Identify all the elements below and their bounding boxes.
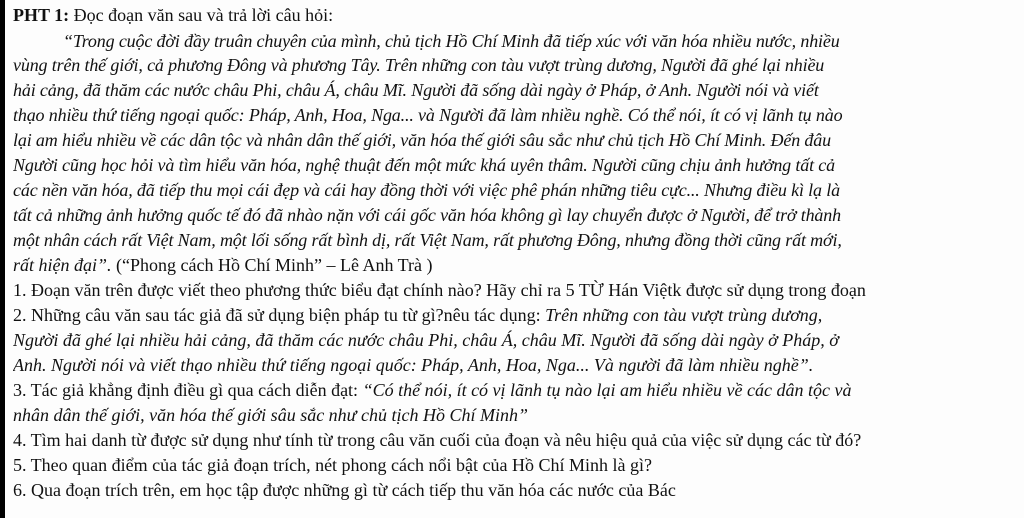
passage-line-9: một nhân cách rất Việt Nam, một lối sống rất bình dị, rất Việt Nam, rất phương Đông, nhưng đồng thời cũng rất mới, — [13, 230, 842, 250]
question-2-quote-line-2: Người đã ghé lại nhiều hải cảng, đã thăm các nước châu Phi, châu Á, châu Mĩ. Người đã sống dài ngày ở Pháp, ở — [13, 330, 839, 350]
passage-last-line — [13, 254, 1020, 276]
passage-ending: rất hiện đại”. — [13, 255, 112, 275]
question-2-prompt: 2. Những câu văn sau tác giả đã sử dụng biện pháp tu từ gì?nêu tác dụng: — [13, 305, 541, 325]
question-3-prompt: 3. Tác giả khẳng định điều gì qua cách diễn đạt: — [13, 380, 359, 400]
passage-line-7: các nền văn hóa, đã tiếp thu mọi cái đẹp và cái hay đồng thời với việc phê phán những tiêu cực... Nhưng điều kì lạ là — [13, 180, 840, 200]
passage-line-6: Người cũng học hỏi và tìm hiểu văn hóa, nghệ thuật đến một mức khá uyên thâm. Người cũng chịu ảnh hưởng tất cả — [13, 155, 835, 175]
question-1: 1. Đoạn văn trên được viết theo phương thức biểu đạt chính nào? Hãy chỉ ra 5 TỪ Hán Việtk được sử dụng trong đoạn — [13, 280, 866, 300]
heading-label: PHT 1: — [13, 5, 70, 25]
passage-line-8: tất cả những ảnh hưởng quốc tế đó đã nhào nặn với cái gốc văn hóa không gì lay chuyển được ở Người, để trở thành — [13, 205, 841, 225]
question-5: 5. Theo quan điểm của tác giả đoạn trích, nét phong cách nổi bật của Hồ Chí Minh là gì? — [13, 455, 652, 475]
passage-source: (“Phong cách Hồ Chí Minh” – Lê Anh Trà ) — [116, 255, 433, 275]
question-6: 6. Qua đoạn trích trên, em học tập được những gì từ cách tiếp thu văn hóa các nước của Bác — [13, 480, 676, 500]
question-3-quote-line-2: nhân dân thế giới, văn hóa thế giới sâu sắc như chủ tịch Hồ Chí Minh” — [13, 405, 528, 425]
question-3-quote-start: “Có thể nói, ít có vị lãnh tụ nào lại am hiểu nhiều về các dân tộc và — [362, 380, 852, 400]
heading-instruction: Đọc đoạn văn sau và trả lời câu hỏi: — [73, 5, 334, 25]
question-2-quote-line-3: Anh. Người nói và viết thạo nhiều thứ tiếng ngoại quốc: Pháp, Anh, Hoa, Nga... Và người đã làm nhiều nghề”. — [13, 355, 814, 375]
question-4: 4. Tìm hai danh từ được sử dụng như tính từ trong câu văn cuối của đoạn và nêu hiệu quả của việc sử dụng các từ đó? — [13, 430, 862, 450]
question-3 — [13, 379, 1020, 401]
passage-line-3: hải cảng, đã thăm các nước châu Phi, châu Á, châu Mĩ. Người đã sống dài ngày ở Pháp, ở Anh. Người nói và viết — [13, 80, 819, 100]
question-2 — [13, 304, 1020, 326]
passage-line-5: lại am hiểu nhiều về các dân tộc và nhân dân thế giới, văn hóa thế giới sâu sắc như chủ tịch Hồ Chí Minh. Đến đâu — [13, 130, 831, 150]
passage-line-1: “Trong cuộc đời đầy truân chuyên của mình, chủ tịch Hồ Chí Minh đã tiếp xúc với văn hóa nhiều nước, nhiều — [63, 31, 840, 51]
passage-line-2: vùng trên thế giới, cả phương Đông và phương Tây. Trên những con tàu vượt trùng dương, Người đã ghé lại nhiều — [13, 55, 825, 75]
question-2-quote-start: Trên những con tàu vượt trùng dương, — [545, 305, 823, 325]
passage-line-4: thạo nhiều thứ tiếng ngoại quốc: Pháp, Anh, Hoa, Nga... và Người đã làm nhiều nghề. Có thể nói, ít có vị lãnh tụ nào — [13, 105, 843, 125]
worksheet-heading — [13, 4, 1020, 26]
